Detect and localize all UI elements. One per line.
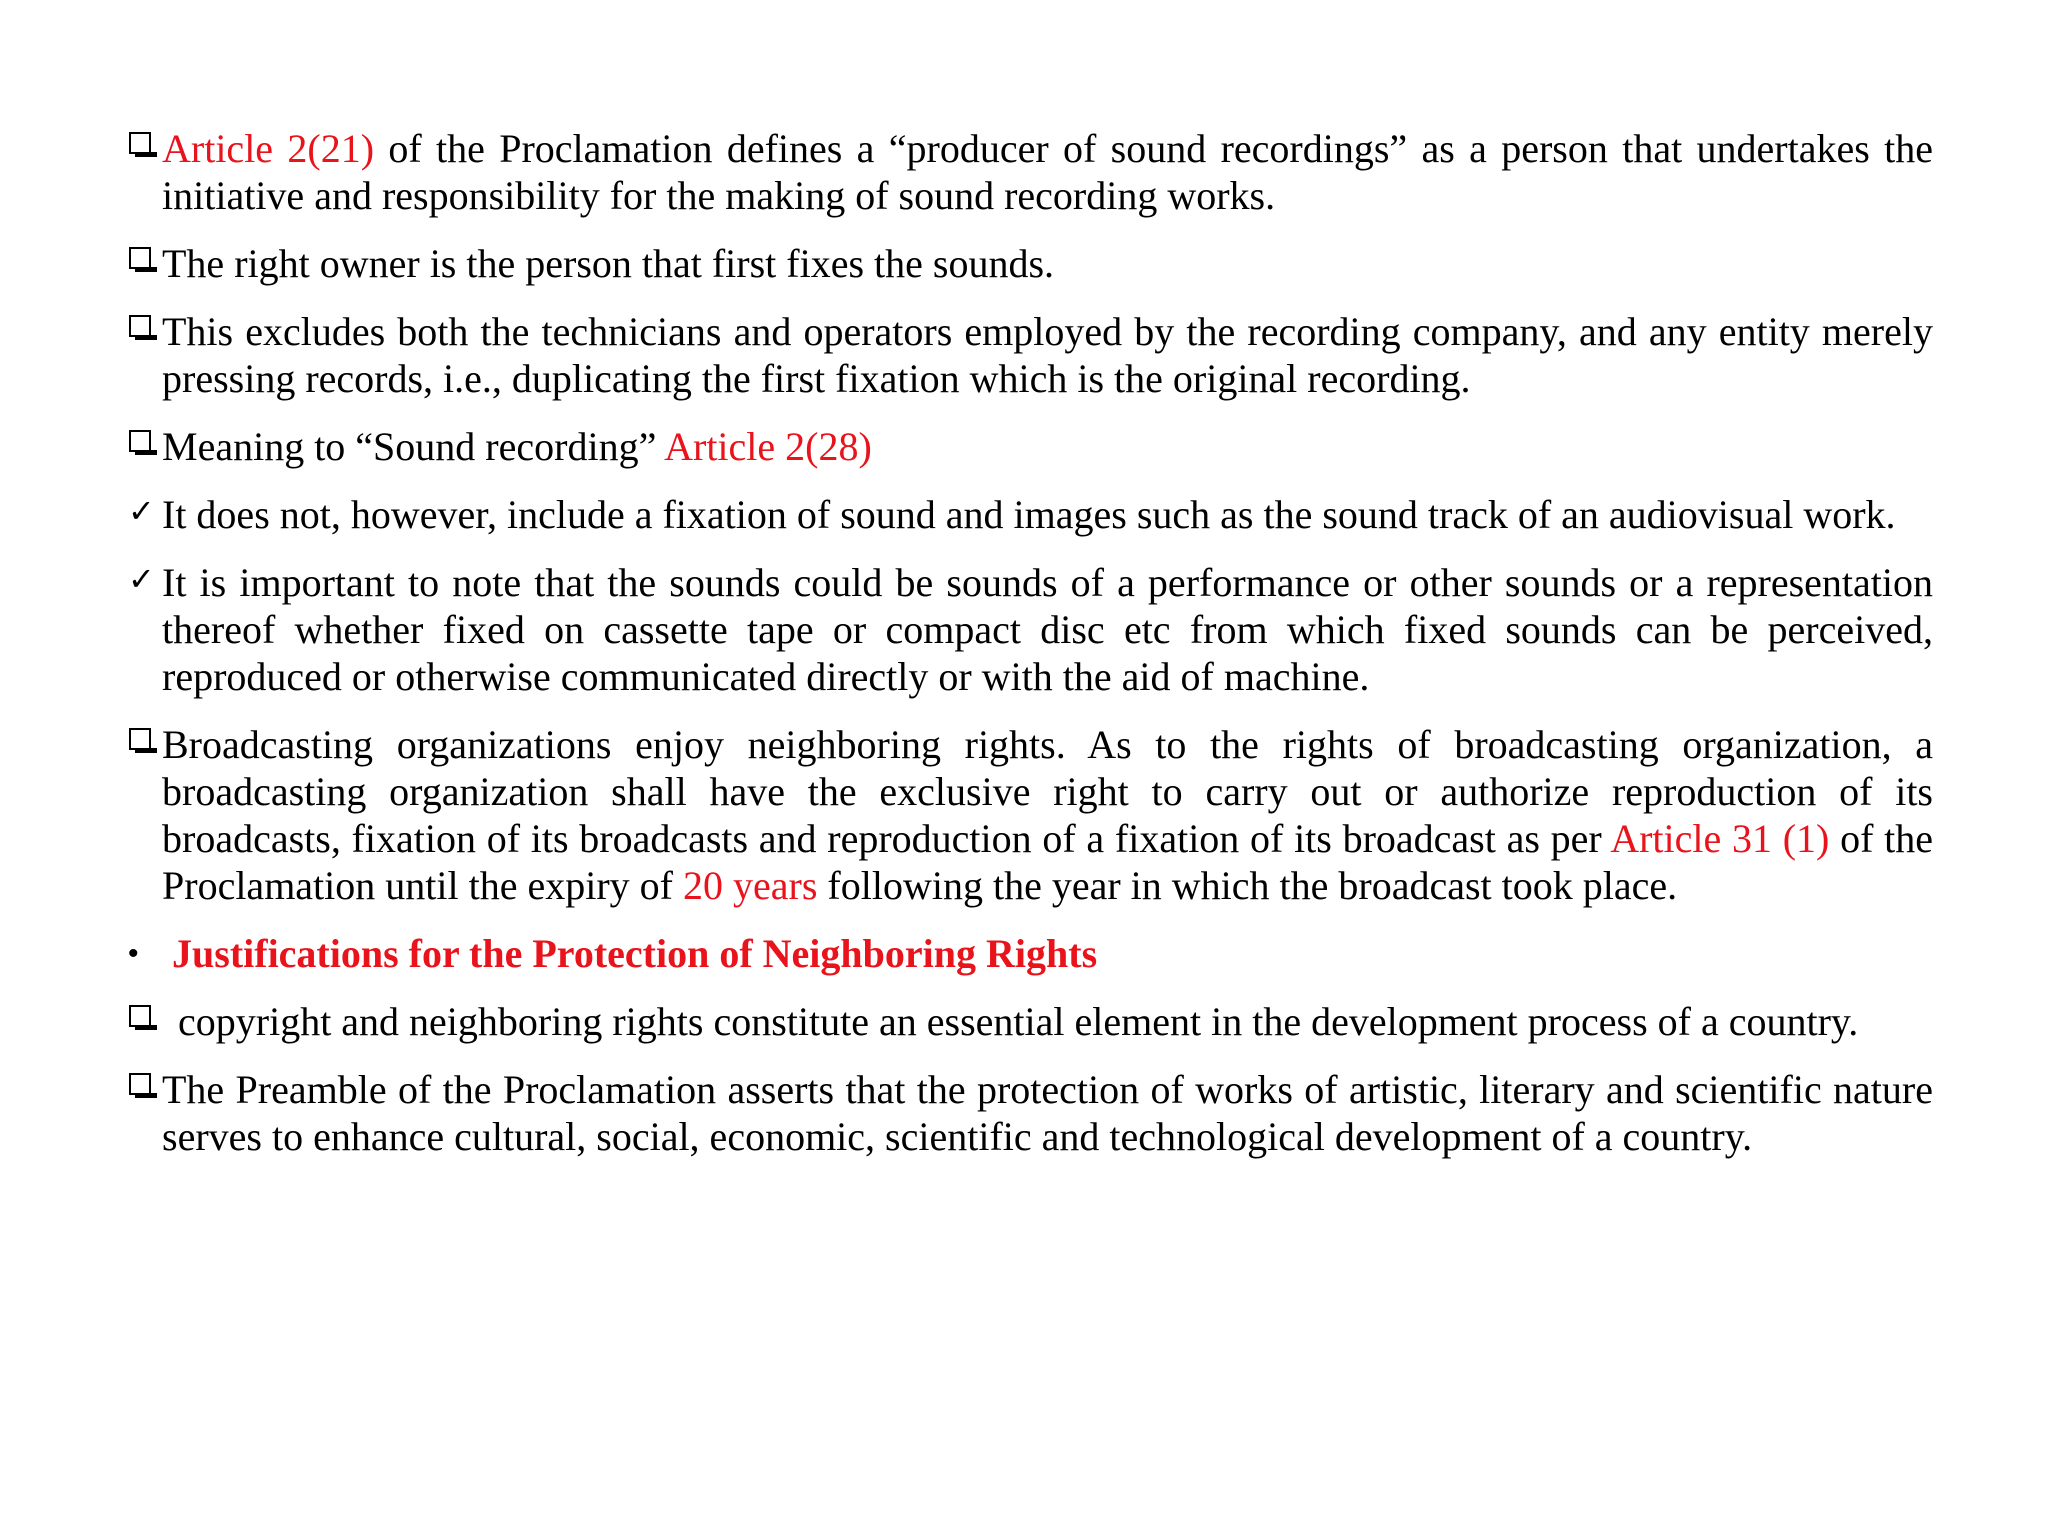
list-item [128,559,1933,700]
list-item [128,1066,1933,1160]
item-text: The right owner is the person that first fixes the sounds. [162,241,1055,286]
list-item [128,308,1933,402]
slide-body [128,125,1933,1181]
checkbox-square-icon [128,423,162,470]
checkbox-square-icon [128,721,162,768]
duration-highlight: 20 years [683,863,818,908]
checkbox-square-icon [128,308,162,355]
item-text: following the year in which the broadcast took place. [817,863,1678,908]
checkbox-square-icon [128,1066,162,1113]
heading-text: Justifications for the Protection of Neighboring Rights [172,931,1098,976]
list-item [128,721,1933,909]
item-text: It is important to note that the sounds could be sounds of a performance or other sounds or a representation thereof whether fixed on cassette tape or compact disc etc from which fixed sounds can be perceived, reproduced or otherwise communicated directly or with the aid of machine. [162,560,1933,699]
list-item [128,240,1933,287]
article-reference: Article 2(21) [162,126,375,171]
item-text: Broadcasting organizations enjoy neighboring rights. As to the rights of broadcasting organization, a broadcasting organization shall have the exclusive right to carry out or authorize reproduction of its broadcasts, fixation of its broadcasts and reproduction of a fixation of its broadcast as per [162,722,1933,861]
bullet-dot-icon: • [128,937,139,970]
article-reference: Article 31 (1) [1610,816,1830,861]
list-item [128,998,1933,1045]
item-text: Meaning to “Sound recording” [162,424,665,469]
checkbox-square-icon [128,125,162,172]
checkmark-icon: ✓ [128,560,155,598]
section-heading [128,930,1933,977]
item-text: of the Proclamation defines a “producer of sound recordings” as a person that undertakes the initiative and responsibility for the making of sound recording works. [162,126,1933,218]
list-item [128,125,1933,219]
item-text: of the Proclamation until the expiry of [162,816,1934,908]
item-text: This excludes both the technicians and operators employed by the recording company, and any entity merely pressing records, i.e., duplicating the first fixation which is the original recording. [162,309,1933,401]
item-text: It does not, however, include a fixation of sound and images such as the sound track of an audiovisual work. [162,492,1896,537]
checkbox-square-icon [128,998,162,1045]
item-text: The Preamble of the Proclamation asserts that the protection of works of artistic, literary and scientific nature serves to enhance cultural, social, economic, scientific and technological development of a country. [162,1067,1933,1159]
item-text: copyright and neighboring rights constitute an essential element in the development process of a country. [178,999,1859,1044]
list-item [128,491,1933,538]
checkmark-icon: ✓ [128,492,155,530]
list-item [128,423,1933,470]
article-reference: Article 2(28) [664,424,872,469]
checkbox-square-icon [128,240,162,287]
